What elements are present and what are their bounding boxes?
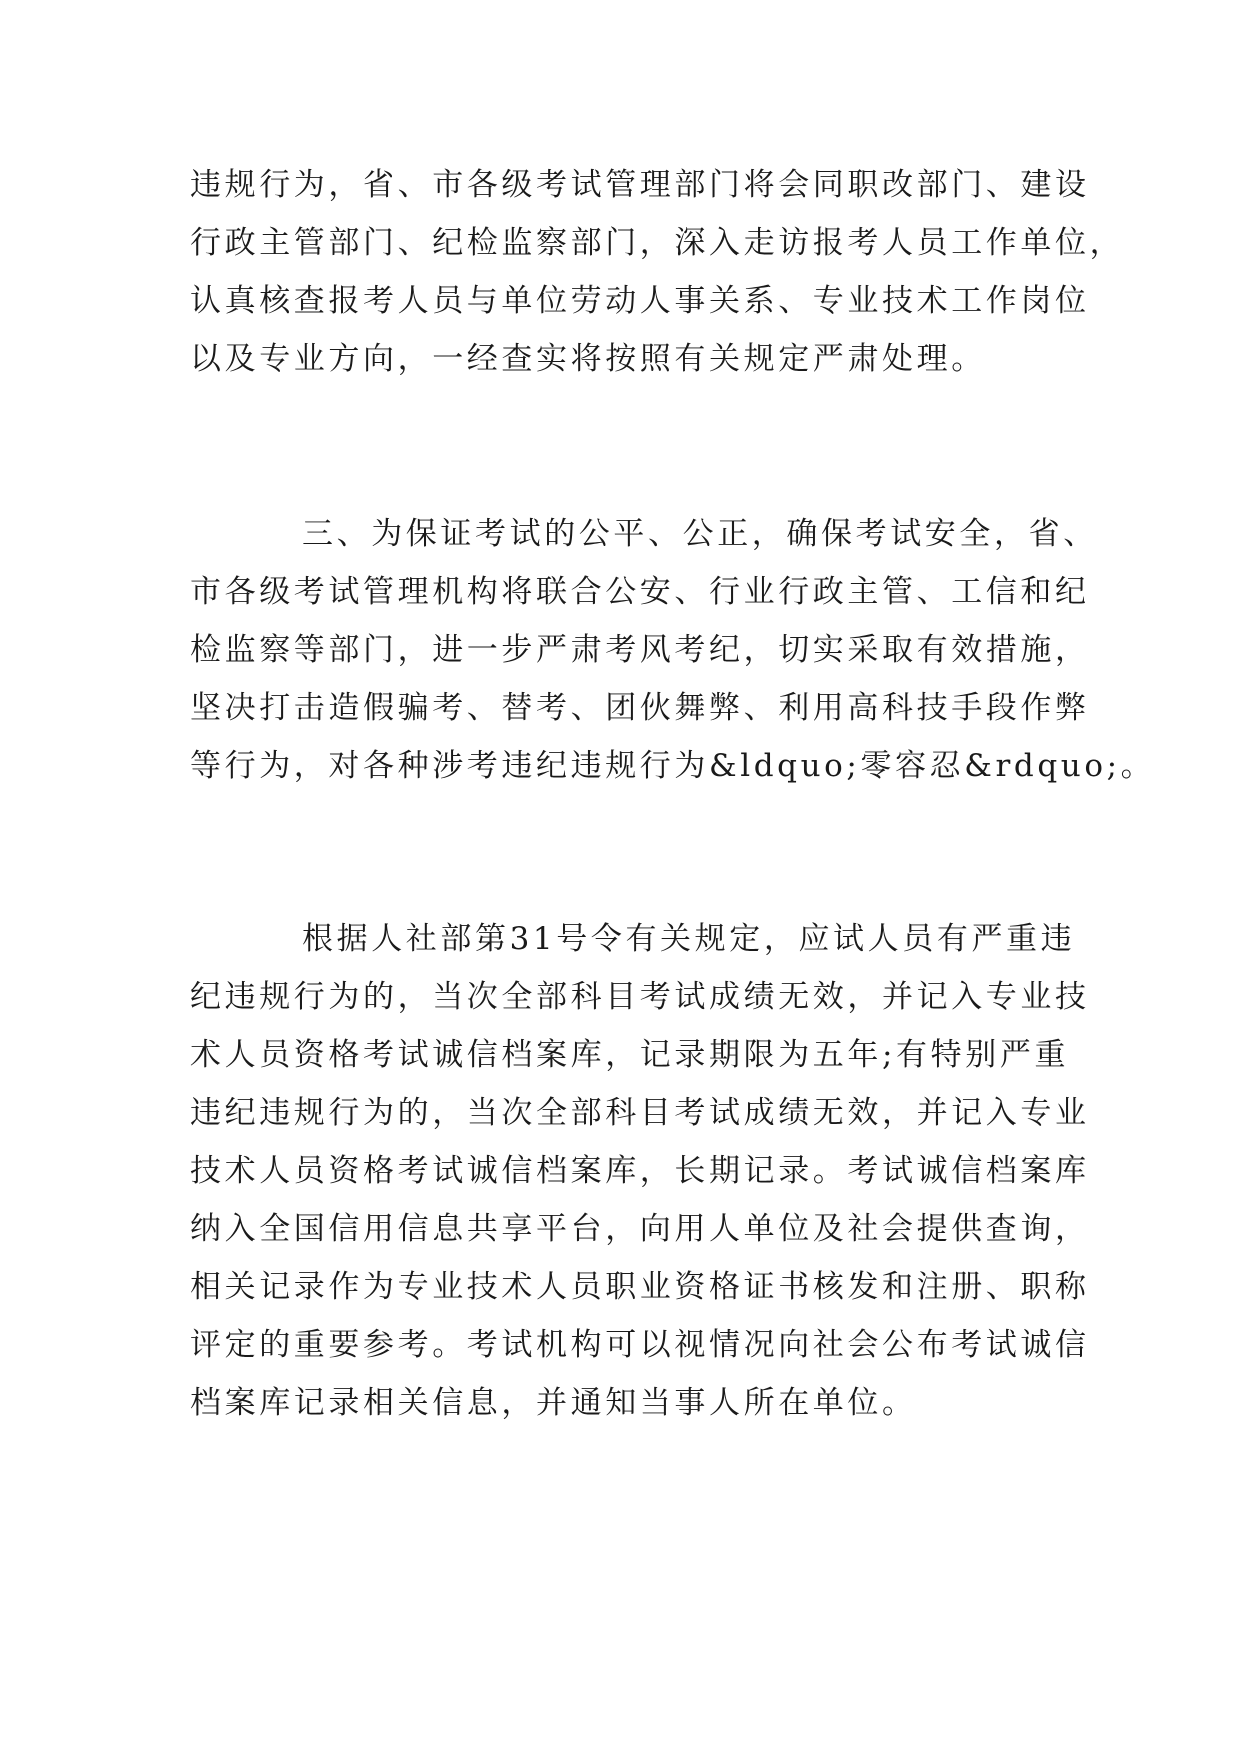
text-line: 行政主管部门、纪检监察部门，深入走访报考人员工作单位， [190, 225, 1125, 261]
text-line: 等行为，对各种涉考违纪违规行为&ldquo;零容忍&rdquo;。 [190, 748, 1156, 784]
text-line: 根据人社部第31号令有关规定，应试人员有严重违 [302, 921, 1076, 957]
text-line: 技术人员资格考试诚信档案库，长期记录。考试诚信档案库 [190, 1153, 1090, 1189]
text-line: 违规行为，省、市各级考试管理部门将会同职改部门、建设 [190, 167, 1090, 203]
text-line: 以及专业方向，一经查实将按照有关规定严肃处理。 [190, 341, 986, 377]
text-line: 三、为保证考试的公平、公正，确保考试安全，省、 [302, 516, 1098, 552]
text-line: 坚决打击造假骗考、替考、团伙舞弊、利用高科技手段作弊 [190, 690, 1090, 726]
text-line: 术人员资格考试诚信档案库，记录期限为五年;有特别严重 [190, 1037, 1070, 1073]
text-line: 违纪违规行为的，当次全部科目考试成绩无效，并记入专业 [190, 1095, 1090, 1131]
text-line: 档案库记录相关信息，并通知当事人所在单位。 [190, 1385, 917, 1421]
text-line: 相关记录作为专业技术人员职业资格证书核发和注册、职称 [190, 1269, 1090, 1305]
text-line: 评定的重要参考。考试机构可以视情况向社会公布考试诚信 [190, 1327, 1090, 1363]
text-line: 检监察等部门，进一步严肃考风考纪，切实采取有效措施， [190, 632, 1090, 668]
text-line: 市各级考试管理机构将联合公安、行业行政主管、工信和纪 [190, 574, 1090, 610]
paragraph-exam-security [190, 505, 1156, 795]
text-line: 纳入全国信用信息共享平台，向用人单位及社会提供查询， [190, 1211, 1090, 1247]
text-line: 认真核查报考人员与单位劳动人事关系、专业技术工作岗位 [190, 283, 1090, 319]
text-line: 纪违规行为的，当次全部科目考试成绩无效，并记入专业技 [190, 979, 1090, 1015]
paragraph-integrity-records [190, 910, 1090, 1432]
paragraph-violation-handling [190, 156, 1125, 388]
